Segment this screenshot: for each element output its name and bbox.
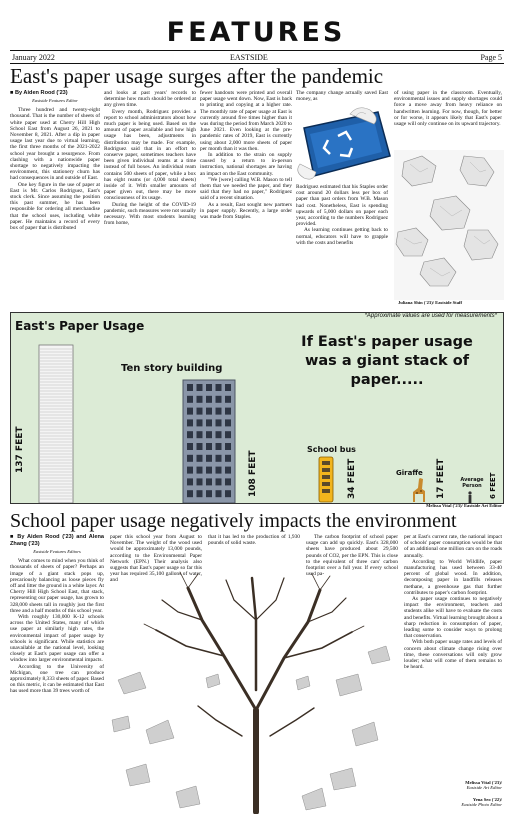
paragraph: Every month, Rodriguez provides a report to school administrators about how much paper is being used. Based on the amount of paper available and how high usage has been, adjustments in distribution may be made. For example, Rodriguez said that in an effort to conserve paper, sometimes teachers have been given individual reams at a time instead of full boxes. An individual ream contains 500 sheets of paper, while a box has eight reams (or 4,000 total sheets) inside of it. With smaller amounts of paper given out, there may be more consciousness of its usage.	[104, 108, 196, 202]
article1-byline: ■ By Aiden Rood ('23)	[10, 90, 68, 96]
issue-date: January 2022	[12, 53, 55, 62]
article2-col1	[10, 534, 104, 812]
paragraph: As paper usage continues to negatively impact the environment, teachers and students alike will have to evaluate the costs and benefits. Virtual learning brought about a sharp reduction in consumption of paper, leading some to consider ways to prolong that conservation.	[404, 596, 502, 640]
paragraph: What comes to mind when you think of thousands of sheets of paper? Perhaps an image of a giant stack pops up, precariously balancing as loose pieces fly off and litter the ground in a white layer. At Cherry Hill High School East, that stack, representing our paper usage, has grown to 328,000 sheets tall in roughly just the first three and a half months of this school year.	[10, 558, 104, 614]
article2-role: Eastside Features Editors	[33, 549, 81, 554]
paragraph: "We [were] calling W.B. Mason to tell them that we needed the paper, and they said that they had no paper," Rodriguez said of a recent situation.	[200, 176, 292, 202]
paragraph: per at East's current rate, the national impact of schools' paper consumption would be that of an additional one million cars on the roads annually.	[404, 534, 502, 559]
paragraph: and looks at past years' records to determine how much should be ordered at any given time.	[104, 90, 196, 109]
paragraph: Rodriguez estimated that his Staples order cost around 20 dollars less per box of paper than past orders from W.B. Mason had cost. Nonetheless, East is spending upwards of 5,000 dollars on paper each year, according to the numbers Rodriguez provided.	[296, 184, 388, 228]
bare-tree-illustration	[106, 560, 402, 814]
article2-credit-1: Melissa Vital ('23)/ Eastside Art Editor	[465, 780, 502, 790]
article1-headline: East's paper usage surges after the pandemic	[10, 64, 384, 88]
person-label: Average Person	[460, 477, 484, 489]
bus-height-label: 34 FEET	[347, 458, 357, 499]
bus-label: School bus	[307, 445, 356, 454]
ten-story-building-graphic	[179, 378, 239, 503]
paragraph: With roughly 130,000 K-12 schools across the United States, many of which use paper at similarly high rates, the environmental impact of paper usage by schools is significant. While statistics are unavailable at the national level, looking closely at East's paper usage can offer a window into larger environmental impacts.	[10, 614, 104, 664]
article1-role: Eastside Features Editor	[32, 98, 78, 103]
infographic-title: East's Paper Usage	[15, 319, 145, 333]
paragraph: According to the University of Michigan, one tree can produce approximately 8,333 sheets of paper. Based on this metric, it can be estimated that East has used more than 39 trees worth of	[10, 663, 104, 695]
article2-credit-2: Yena Seo ('22)/ Eastside Photo Editor	[461, 797, 502, 807]
paragraph: As learning continues getting back to normal, educators will have to grapple with the costs and benefits	[296, 227, 388, 246]
paper-stack-infographic	[10, 312, 504, 504]
article2-col5	[404, 534, 502, 774]
giraffe-label: Giraffe	[396, 469, 423, 477]
paper-name: EASTSIDE	[230, 53, 268, 62]
paragraph: Three hundred and twenty-eight thousand. That is the number of sheets of white paper used at Cherry Hill High School East from August 26, 2021 to November 8, 2021. After a dip in paper usage last year due to virtual learning, the first three months of the 2021-2022 school year brought a resurgence. From clashing with a nationwide paper shortage to negatively impacting the environment, this stationery churn has had consequences in and outside of East.	[10, 107, 100, 182]
article2-byline: ■ By Aiden Rood ('23) and Alena Zhang ('23)	[10, 534, 104, 547]
paragraph: As a result, East sought new partners in paper supply. Recently, a large order was made from Staples.	[200, 201, 292, 221]
building-label: Ten story building	[121, 363, 223, 374]
paragraph: fewer handouts were printed and overall paper usage went down. Now, East is back to printing and copying at a higher rate. The monthly rate of paper usage at East is currently around five times higher than it was during the period from March 2020 to June 2021. Even looking at the pre-pandemic rates of 2019, East is currently using about 2,000 more sheets of paper per month than it was then.	[200, 90, 292, 152]
stack-height-label: 137 FEET	[15, 426, 25, 473]
paragraph: With both paper usage rates and levels of concern about climate change rising over time, these conversations will only grow louder; what will come of them remains to be heard.	[404, 639, 502, 671]
paragraph: One key figure in the use of paper at East is Mr. Carlos Rodriguez, East's stock clerk. Since assuming the position this past summer, he has been responsible for ordering all merchandise that the school uses, including white paper. He maintains a record of every box of paper that is distributed	[10, 181, 100, 232]
article1-photo-credit: Juliana Shin ('23)/ Eastside Staff	[398, 300, 463, 305]
infographic-headline: If East's paper usage was a giant stack of paper.....	[301, 334, 473, 388]
infographic-credit: Melissa Vital ('23)/ Eastside Art Editor	[426, 503, 502, 508]
crumpled-paper-photo	[394, 150, 504, 300]
paragraph: The carbon footprint of school paper usage can add up quickly. East's 328,000 sheets have produced about 29,500 pounds of CO2, per the EPN. This is close to the equivalent of three cars' carbon footprint over a full year. If every school used pa-	[306, 534, 398, 578]
paragraph: During the height of the COVID-19 pandemic, such measures were not usually necessary. With most students learning from home,	[104, 201, 196, 227]
section-masthead: FEATURES	[166, 17, 346, 48]
page-number: Page 5	[480, 53, 502, 62]
school-bus-graphic	[316, 456, 336, 503]
paragraph: paper this school year from August to November. The weight of the wood used would be approximately 13,000 pounds, according to the Environmental Paper Network (EPN.) Their analysis also suggests that East's paper usage so far this year has required 35,100 gallons of water, and	[110, 534, 202, 584]
article1-col4-bottom	[296, 184, 388, 310]
article1-col5	[394, 90, 502, 150]
paper-stack-graphic	[33, 341, 79, 503]
article2-headline: School paper usage negatively impacts the environment	[10, 510, 457, 532]
article2-col3	[208, 534, 300, 554]
recycle-bin-photo	[290, 104, 400, 184]
giraffe-height-label: 17 FEET	[436, 458, 446, 499]
paragraph: The company change actually saved East money, as	[296, 90, 388, 103]
person-graphic	[465, 491, 475, 503]
article1-col2	[104, 90, 196, 310]
masthead-rule	[10, 50, 504, 51]
paragraph: of using paper in the classroom. Eventually, environmental issues and supply shortages could force a move away from heavy reliance on handwritten learning. For now, though, for better or for worse, it appears likely that East's paper usage will only continue on its upward trajectory.	[394, 90, 502, 128]
infographic-note: *Approximate values are used for measurements*	[364, 313, 497, 319]
person-height-label: 6 FEET	[489, 472, 497, 499]
article1-col3	[200, 90, 292, 310]
paragraph: that it has led to the production of 1,930 pounds of solid waste.	[208, 534, 300, 547]
paragraph: In addition to the strain on supply caused by a return to in-person instruction, national shortages are having an impact on the East community.	[200, 152, 292, 177]
building-height-label: 108 FEET	[248, 450, 258, 497]
paragraph: According to World Wildlife, paper manufacturing has used between 33-40 percent of global wood. In addition, decomposing paper in landfills releases methane, a greenhouse gas that further contributes to paper's carbon footprint.	[404, 558, 502, 596]
giraffe-graphic	[406, 477, 428, 503]
article1-col1	[10, 90, 100, 310]
